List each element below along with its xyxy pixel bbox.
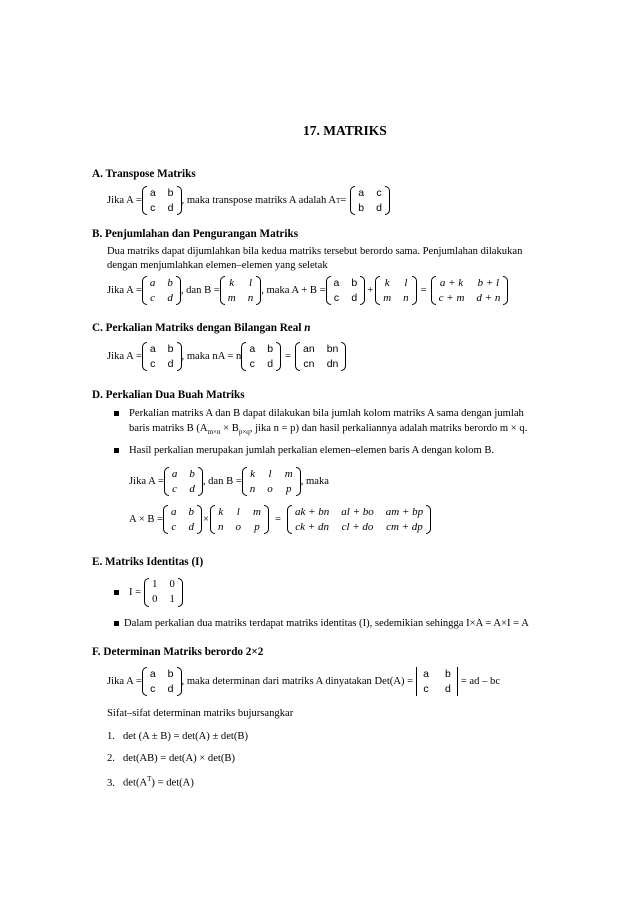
- matrix-a-product: a b c d: [163, 505, 202, 534]
- product-definition: Jika A = a b c d , dan B = k l m n o p , maka: [129, 468, 329, 495]
- list-item: 2. det(AB) = det(A) × det(B): [107, 753, 235, 764]
- section-b-line1: Dua matriks dapat dijumlahkan bila kedua matriks tersebut berordo sama. Penjumlahan dilakukan: [107, 246, 523, 257]
- section-f-heading: F. Determinan Matriks berordo 2×2: [92, 646, 264, 658]
- section-d-heading: D. Perkalian Dua Buah Matriks: [92, 389, 245, 401]
- matrix-a: a b c d: [164, 467, 203, 496]
- section-a-heading: A. Transpose Matriks: [92, 168, 196, 180]
- matrix-b: k l m n o p: [242, 467, 301, 496]
- matrix-b-sum: k l m n: [375, 276, 416, 305]
- matrix-b: k l m n: [220, 276, 261, 305]
- matrix-a: a b c d: [142, 342, 182, 371]
- transpose-formula: Jika A = a b c d , maka transpose matriks A adalah A T = a c b d: [107, 186, 390, 215]
- matrix-a: a b c d: [142, 276, 181, 305]
- bullet-icon: [114, 411, 119, 416]
- addition-formula: Jika A = a b c d , dan B = k l m n , maka A + B = a b c d + k l m n = a + k b + l c + m d + n: [107, 276, 508, 305]
- scalar-formula: Jika A = a b c d , maka nA = n a b c d = an bn cn dn: [107, 342, 346, 371]
- bullet-icon: [114, 590, 119, 595]
- matrix-identity: 1 0 0 1: [144, 578, 183, 607]
- matrix-a-transpose: a c b d: [350, 186, 390, 215]
- section-d-bullet1: Perkalian matriks A dan B dapat dilakukan bila jumlah kolom matriks A sama dengan jumlah: [114, 408, 524, 419]
- matrix-a-scaled: a b c d: [241, 342, 281, 371]
- identity-formula: I = 1 0 0 1: [114, 578, 183, 607]
- section-b-heading: B. Penjumlahan dan Pengurangan Matriks: [92, 228, 299, 240]
- matrix-b-product: k l m n o p: [210, 505, 269, 534]
- section-d-bullet2: Hasil perkalian merupakan jumlah perkalian elemen–elemen baris A dengan kolom B.: [114, 445, 494, 456]
- section-b-line2: dengan menjumlahkan elemen–elemen yang seletak: [107, 260, 328, 271]
- list-item: 3. $\det(A^T) = \det(A)$: [107, 775, 194, 789]
- list-item: 1. det (A ± B) = det(A) ± det(B): [107, 731, 248, 742]
- product-formula: A × B = a b c d × k l m n o p = ak + bn al + bo am + bp ck + dn cl + do cm + dp: [129, 505, 431, 534]
- determinant-a: a b c d: [413, 667, 461, 696]
- page-title: 17. MATRIKS: [303, 123, 387, 138]
- bullet-icon: [114, 621, 119, 626]
- section-e-heading: E. Matriks Identitas (I): [92, 556, 204, 568]
- bullet-icon: [114, 448, 119, 453]
- matrix-a: a b c d: [142, 186, 182, 215]
- section-e-bullet2: Dalam perkalian dua matriks terdapat matriks identitas (I), sedemikian sehingga I×A = A×I = A: [114, 618, 529, 629]
- matrix-na: an bn cn dn: [295, 342, 346, 371]
- matrix-product-result: ak + bn al + bo am + bp ck + dn cl + do cm + dp: [287, 505, 431, 534]
- section-c-heading: C. Perkalian Matriks dengan Bilangan Real n: [92, 322, 311, 334]
- matrix-a: a b c d: [142, 667, 182, 696]
- sifat-heading: Sifat–sifat determinan matriks bujursangkar: [107, 708, 294, 719]
- determinant-formula: Jika A = a b c d , maka determinan dari matriks A dinyatakan Det(A) = a b c d = ad – bc: [107, 668, 501, 695]
- matrix-sum-result: a + k b + l c + m d + n: [431, 276, 509, 305]
- section-d-bullet1-line2: baris matriks B ($A_{m\times n} \times B_{p\times q}$, jika n = p) dan hasil perkaliannya adalah matriks berordo m × q.: [129, 423, 528, 437]
- matrix-a-sum: a b c d: [326, 276, 366, 305]
